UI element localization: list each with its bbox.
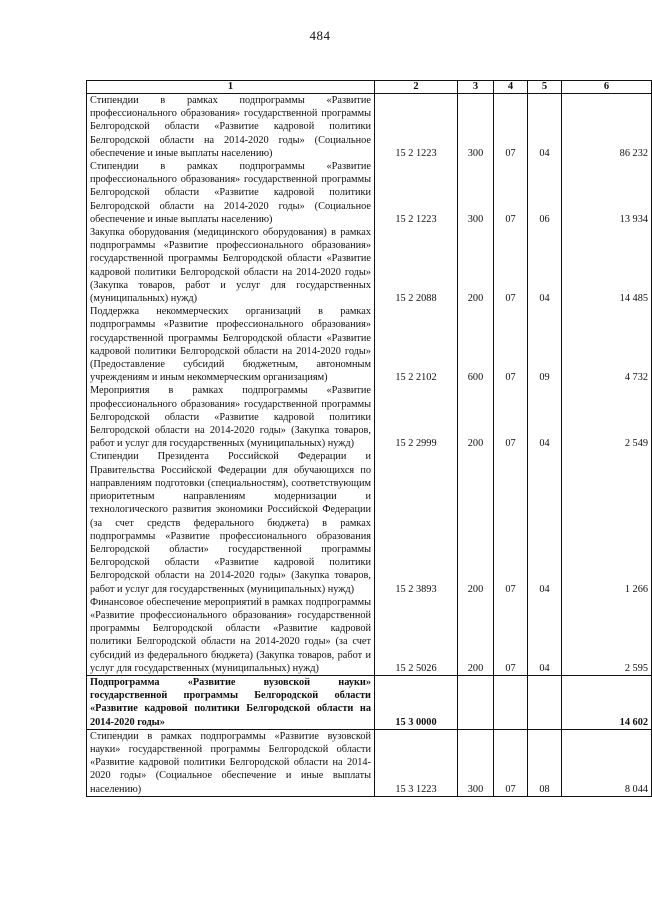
row-section: 07 — [494, 596, 528, 676]
row-subsection: 04 — [528, 450, 562, 595]
row-amount: 1 266 — [562, 450, 652, 595]
row-target-code: 15 3 1223 — [375, 729, 458, 796]
row-description: Стипендии Президента Российской Федерации и Правительства Российской Федерации для обучающихся по направлениям подготовки (специальностям), соответствующим приоритетным направлениям модернизации и технологического развития экономики Российской Федерации (за счет средств федерального бюджета) в рамках подпрограммы «Развитие профессионального образования Белгородской области» государственной программы Белгородской области «Развитие кадровой политики Белгородской области на 2014-2020 годы» (Закупка товаров, работ и услуг для государственных (муниципальных) нужд) — [87, 450, 375, 595]
page-number: 484 — [309, 28, 331, 43]
table-row — [87, 450, 652, 595]
subprogram-target-code: 15 3 0000 — [375, 675, 458, 729]
row-subsection: 04 — [528, 596, 562, 676]
row-amount: 2 595 — [562, 596, 652, 676]
row-description: Стипендии в рамках подпрограммы «Развитие профессионального образования» государственной программы Белгородской области «Развитие кадровой политики Белгородской области на 2014-2020 годы» (Социальное обеспечение и иные выплаты населению) — [87, 160, 375, 226]
header-col-5: 5 — [528, 81, 562, 94]
table-row — [87, 729, 652, 796]
row-expense-type: 300 — [458, 160, 494, 226]
row-expense-type: 200 — [458, 384, 494, 450]
table-header-row — [87, 81, 652, 94]
subprogram-total-row — [87, 675, 652, 729]
row-expense-type — [458, 675, 494, 729]
row-expense-type: 200 — [458, 596, 494, 676]
row-target-code: 15 2 5026 — [375, 596, 458, 676]
row-subsection: 09 — [528, 305, 562, 384]
row-expense-type: 300 — [458, 94, 494, 161]
header-col-2: 2 — [375, 81, 458, 94]
row-subsection: 06 — [528, 160, 562, 226]
row-subsection: 04 — [528, 226, 562, 305]
header-col-6: 6 — [562, 81, 652, 94]
row-section: 07 — [494, 160, 528, 226]
row-section — [494, 675, 528, 729]
table-row — [87, 596, 652, 676]
row-description: Поддержка некоммерческих организаций в рамках подпрограммы «Развитие профессионального образования» государственной программы Белгородской области «Развитие кадровой политики Белгородской области на 2014-2020 годы» (Предоставление субсидий бюджетным, автономным учреждениям и иным некоммерческим организациям) — [87, 305, 375, 384]
row-amount: 4 732 — [562, 305, 652, 384]
row-section: 07 — [494, 384, 528, 450]
row-subsection: 04 — [528, 94, 562, 161]
table-row — [87, 94, 652, 161]
row-section: 07 — [494, 729, 528, 796]
row-section: 07 — [494, 226, 528, 305]
row-target-code: 15 2 2088 — [375, 226, 458, 305]
table-row — [87, 226, 652, 305]
row-target-code: 15 2 1223 — [375, 94, 458, 161]
row-target-code: 15 2 1223 — [375, 160, 458, 226]
row-expense-type: 200 — [458, 226, 494, 305]
subprogram-amount: 14 602 — [562, 675, 652, 729]
table-row — [87, 305, 652, 384]
row-description: Стипендии в рамках подпрограммы «Развитие вузовской науки» государственной программы Белгородской области «Развитие кадровой политики Белгородской области на 2014-2020 годы» (Социальное обеспечение и иные выплаты населению) — [87, 729, 375, 796]
row-target-code: 15 2 3893 — [375, 450, 458, 595]
row-section: 07 — [494, 450, 528, 595]
header-col-1: 1 — [87, 81, 375, 94]
row-section: 07 — [494, 305, 528, 384]
row-expense-type: 300 — [458, 729, 494, 796]
row-section: 07 — [494, 94, 528, 161]
row-amount: 8 044 — [562, 729, 652, 796]
row-subsection: 04 — [528, 384, 562, 450]
row-description: Стипендии в рамках подпрограммы «Развитие профессионального образования» государственной программы Белгородской области «Развитие кадровой политики Белгородской области на 2014-2020 годы» (Социальное обеспечение и иные выплаты населению) — [87, 94, 375, 161]
row-amount: 14 485 — [562, 226, 652, 305]
row-amount: 13 934 — [562, 160, 652, 226]
row-target-code: 15 2 2999 — [375, 384, 458, 450]
row-target-code: 15 2 2102 — [375, 305, 458, 384]
row-amount: 86 232 — [562, 94, 652, 161]
header-col-3: 3 — [458, 81, 494, 94]
row-subsection — [528, 675, 562, 729]
row-expense-type: 600 — [458, 305, 494, 384]
row-description: Закупка оборудования (медицинского оборудования) в рамках подпрограммы «Развитие профессионального образования» государственной программы Белгородской области «Развитие кадровой политики Белгородской области на 2014-2020 годы» (Закупка товаров, работ и услуг для государственных (муниципальных) нужд) — [87, 226, 375, 305]
row-amount: 2 549 — [562, 384, 652, 450]
row-expense-type: 200 — [458, 450, 494, 595]
budget-table — [86, 80, 652, 797]
row-description: Финансовое обеспечение мероприятий в рамках подпрограммы «Развитие профессионального образования» государственной программы Белгородской области «Развитие кадровой политики Белгородской области на 2014-2020 годы» (за счет субсидий из федерального бюджета) (Закупка товаров, работ и услуг для государственных (муниципальных) нужд) — [87, 596, 375, 676]
row-subsection: 08 — [528, 729, 562, 796]
subprogram-description: Подпрограмма «Развитие вузовской науки» государственной программы Белгородской области «Развитие кадровой политики Белгородской области на 2014-2020 годы» — [87, 675, 375, 729]
table-row — [87, 384, 652, 450]
header-col-4: 4 — [494, 81, 528, 94]
row-description: Мероприятия в рамках подпрограммы «Развитие профессионального образования» государственной программы Белгородской области «Развитие кадровой политики Белгородской области на 2014-2020 годы» (Закупка товаров, работ и услуг для государственных (муниципальных) нужд) — [87, 384, 375, 450]
table-row — [87, 160, 652, 226]
